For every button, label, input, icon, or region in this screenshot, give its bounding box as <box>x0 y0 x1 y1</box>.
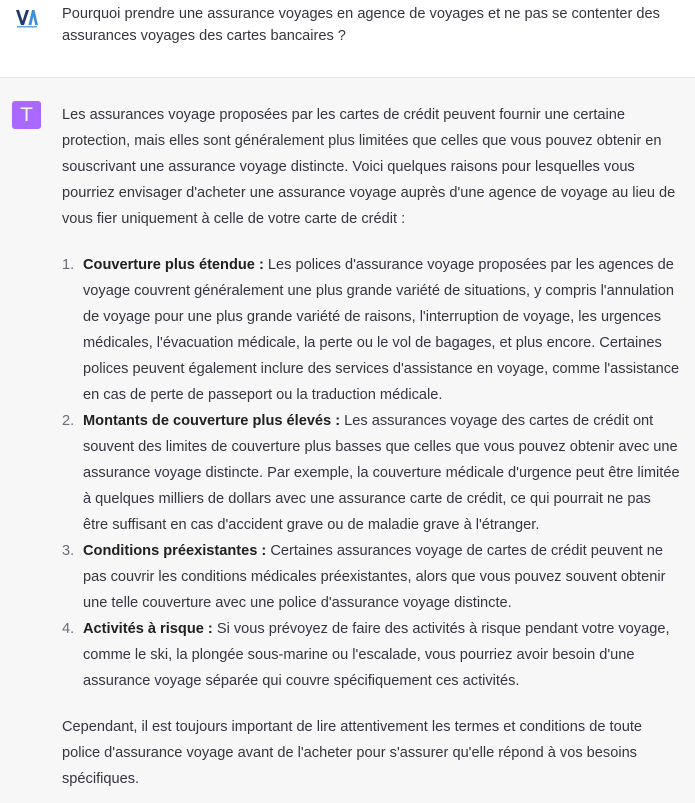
list-item-number: 4. <box>62 621 75 637</box>
list-item-text: Les polices d'assurance voyage proposées par les agences de voyage couvrent généralement une plus grande variété de situations, y compris l'annulation de voyage pour une plus grande variété de raisons, l'interruption de voyage, les urgences médicales, l'évacuation médicale, la perte ou le vol de bagages, et plus encore. Certaines polices peuvent également inclure des services d'assistance en voyage, comme l'assistance en cas de perte de passeport ou la traduction médicale. <box>83 257 680 403</box>
assistant-message <box>0 78 695 803</box>
list-item <box>62 252 680 408</box>
user-message <box>0 0 695 78</box>
outro-paragraph: Cependant, il est toujours important de lire attentivement les termes et conditions de toute police d'assurance voyage avant de l'acheter pour s'assurer qu'elle répond à vos besoins spécifiques. <box>62 719 643 787</box>
intro-paragraph: Les assurances voyage proposées par les cartes de crédit peuvent fournir une certaine protection, mais elles sont généralement plus limitées que celles que vous pouvez obtenir en souscrivant une assurance voyage distincte. Voici quelques raisons pour lesquelles vous pourriez envisager d'acheter une assurance voyage auprès d'une agence de voyage au lieu de vous fier uniquement à celle de votre carte de crédit : <box>62 107 676 227</box>
reasons-list <box>62 252 680 694</box>
list-item-term: Activités à risque : <box>83 621 213 637</box>
list-item <box>62 538 680 616</box>
user-message-text: Pourquoi prendre une assurance voyages en agence de voyages et ne pas se contenter des assurances voyages des cartes bancaires ? <box>62 6 660 44</box>
list-item-text: Certaines assurances voyage de cartes de crédit peuvent ne pas couvrir les conditions médicales préexistantes, alors que vous pouvez souvent obtenir une telle couverture avec une police d'assurance voyage distincte. <box>83 543 666 611</box>
list-item-number: 2. <box>62 413 75 429</box>
user-avatar-logo <box>16 8 38 28</box>
list-item-text: Si vous prévoyez de faire des activités à risque pendant votre voyage, comme le ski, la plongée sous-marine ou l'escalade, vous pourriez avoir besoin d'une assurance voyage séparée qui couvre spécifiquement ces activités. <box>83 621 670 689</box>
assistant-avatar: T <box>12 101 41 129</box>
list-item-term: Conditions préexistantes : <box>83 543 267 559</box>
assistant-message-content <box>62 102 680 792</box>
list-item-number: 3. <box>62 543 75 559</box>
list-item-term: Montants de couverture plus élevés : <box>83 413 341 429</box>
list-item-number: 1. <box>62 257 75 273</box>
list-item <box>62 616 680 694</box>
list-item-term: Couverture plus étendue : <box>83 257 264 273</box>
list-item-text: Les assurances voyage des cartes de crédit ont souvent des limites de couverture plus basses que celles que vous pouvez obtenir avec une assurance voyage distincte. Par exemple, la couverture médicale d'urgence peut être limitée à quelques milliers de dollars avec une assurance carte de crédit, ce qui pourrait ne pas être suffisant en cas d'accident grave ou de maladie grave à l'étranger. <box>83 413 680 533</box>
list-item <box>62 408 680 538</box>
